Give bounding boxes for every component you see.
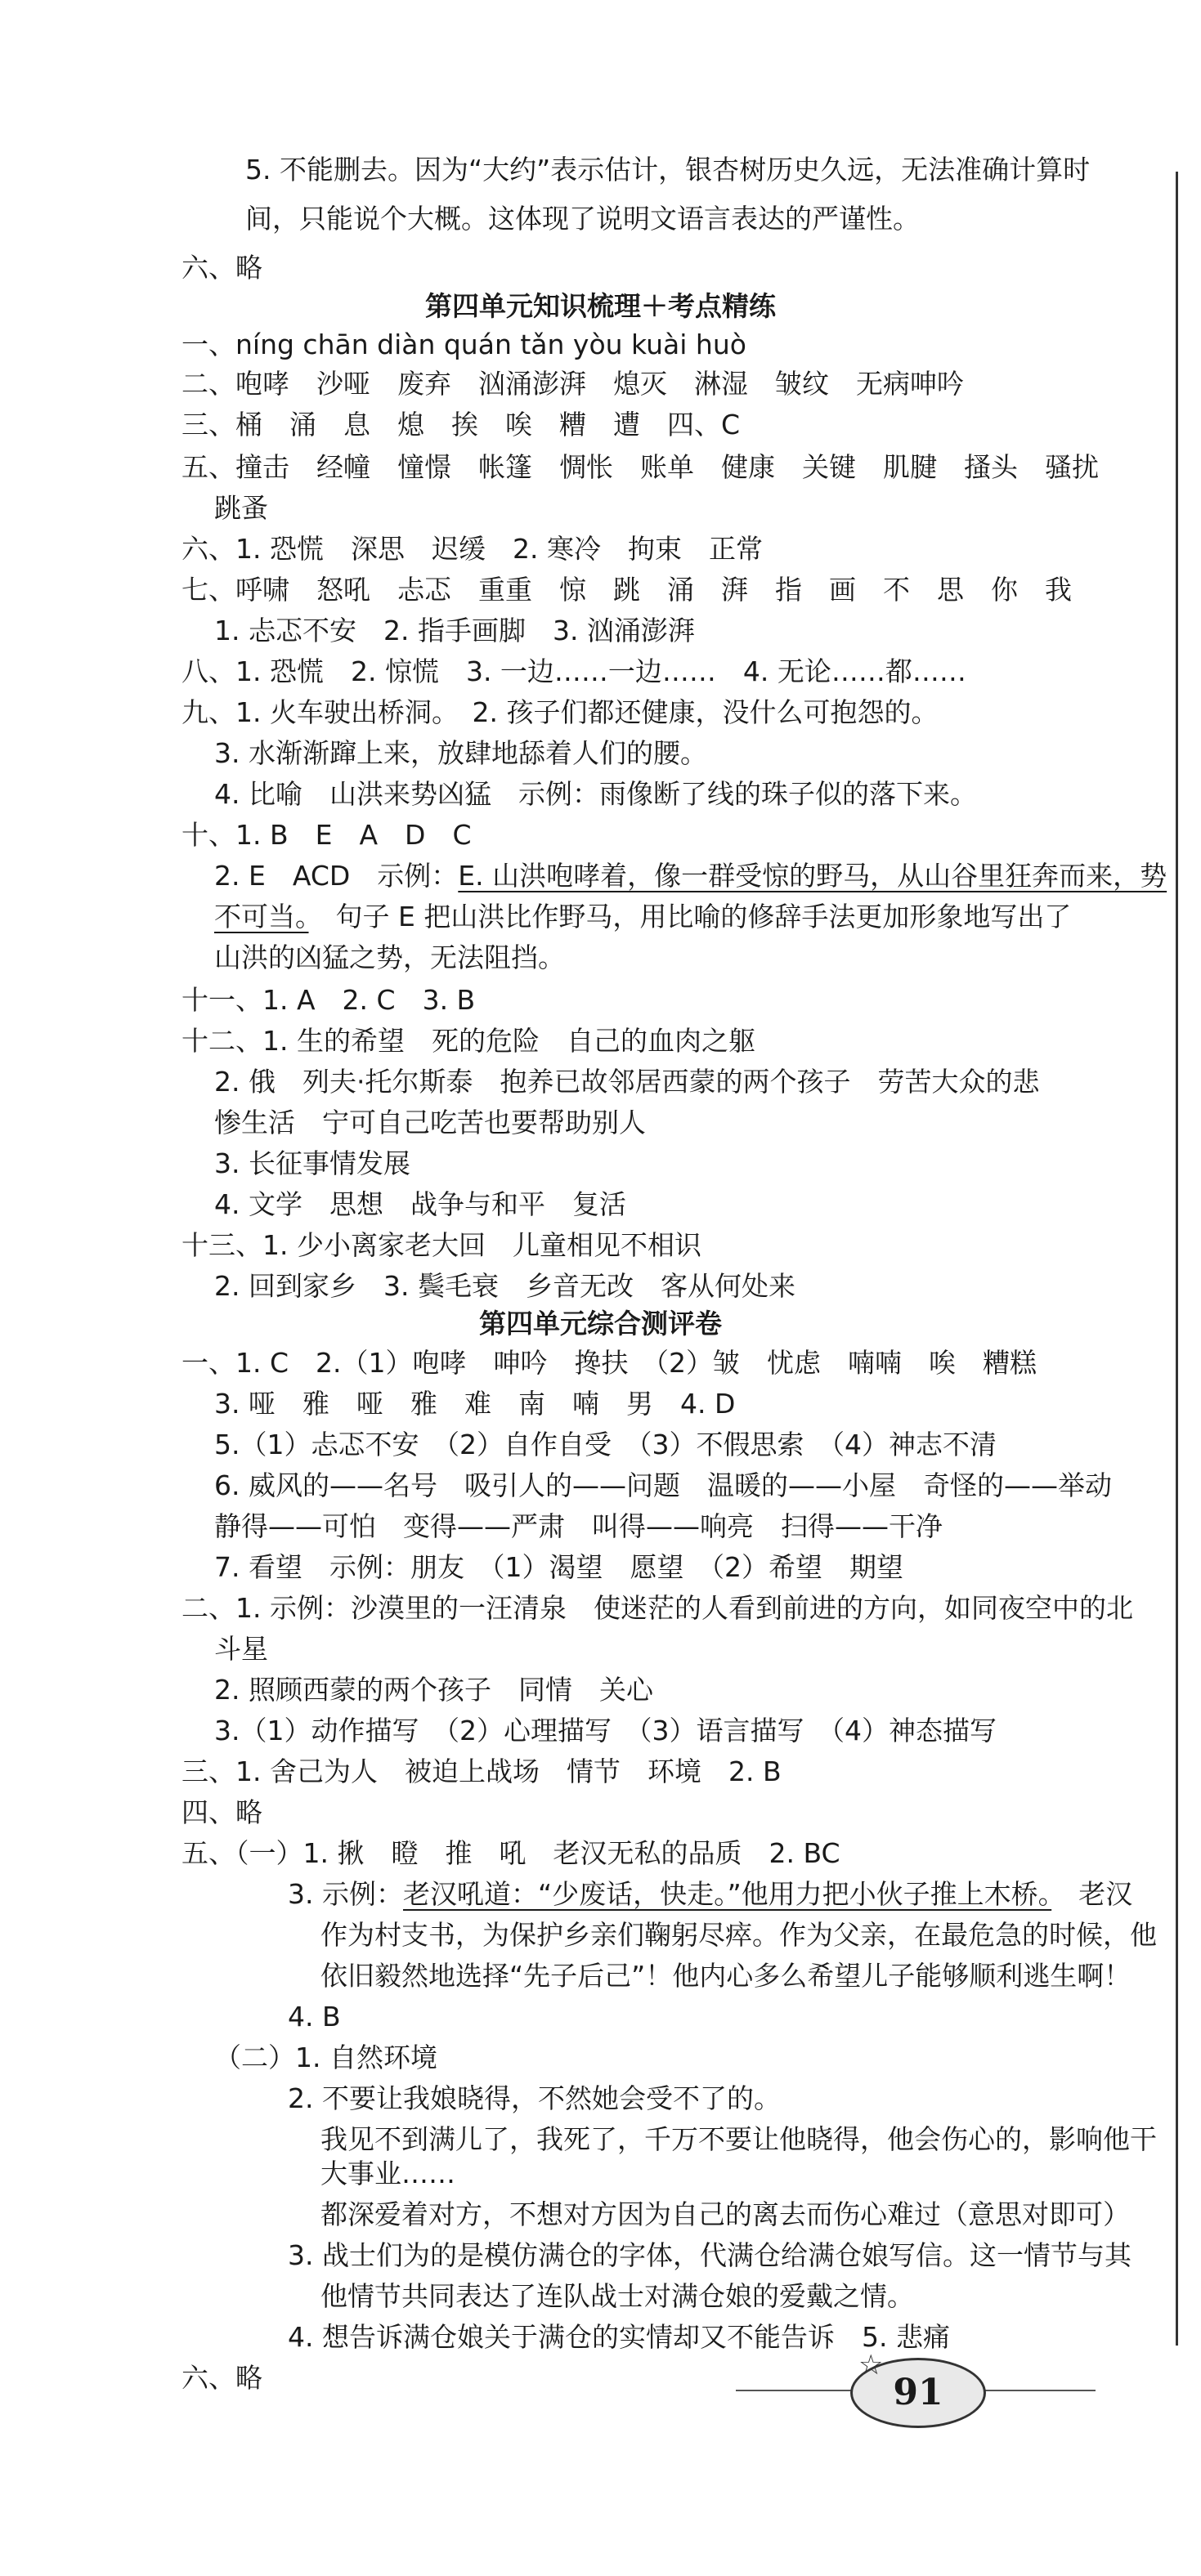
answer-text: 五、撞击 经幢 憧憬 帐篷 惆怅 账单 健康 关键 肌腱 搔头 骚扰 <box>181 451 1099 483</box>
answer-text: 2. 不要让我娘晓得，不然她会受不了的。 <box>288 2082 781 2114</box>
answer-line <box>214 1667 1201 1713</box>
answer-text: 3.（1）动作描写 （2）心理描写 （3）语言描写 （4）神态描写 <box>214 1715 997 1746</box>
answer-line <box>245 147 1201 193</box>
answer-text: 十、1. B E A D C <box>181 819 472 851</box>
answer-text: 7. 看望 示例：朋友 （1）渴望 愿望 （2）希望 期望 <box>214 1551 903 1583</box>
answer-line <box>214 1626 1201 1672</box>
answer-text: 六、略 <box>181 252 262 284</box>
answer-line <box>288 2233 1201 2279</box>
answer-line <box>214 1422 1201 1468</box>
answer-line <box>214 2035 1201 2081</box>
answer-line <box>214 1182 1201 1228</box>
answer-text: 二、1. 示例：沙漠里的一汪清泉 使迷茫的人看到前进的方向，如同夜空中的北 <box>181 1592 1133 1624</box>
answer-text: 4. B <box>288 2001 341 2033</box>
answer-line <box>214 485 1201 531</box>
answer-text: 四、略 <box>181 1796 262 1828</box>
answer-text: 6. 威风的——名号 吸引人的——问题 温暖的——小屋 奇怪的——举动 <box>214 1469 1112 1501</box>
answer-text: 3. 水渐渐蹿上来，放肆地舔着人们的腰。 <box>214 737 707 769</box>
answer-line <box>181 1223 1201 1268</box>
answer-text: 惨生活 宁可自己吃苦也要帮助别人 <box>214 1107 646 1138</box>
answer-line <box>214 1381 1201 1427</box>
answer-line <box>214 1545 1201 1590</box>
answer-line <box>288 1994 1201 2040</box>
answer-text: 一、1. C 2.（1）咆哮 呻吟 搀扶 （2）皱 忧虑 喃喃 唉 糟糕 <box>181 1347 1037 1379</box>
answer-text: 1. 忐忑不安 2. 指手画脚 3. 汹涌澎湃 <box>214 615 695 646</box>
answer-line <box>320 1953 1201 1999</box>
answer-text: 大事业…… <box>320 2158 455 2189</box>
answer-line <box>214 1059 1201 1105</box>
answer-text: 三、桶 涌 息 熄 挨 唉 糟 遭 四、C <box>181 409 741 441</box>
answer-text: 七、呼啸 怒吼 忐忑 重重 惊 跳 涌 湃 指 画 不 思 你 我 <box>181 574 1072 606</box>
answer-text: 依旧毅然地选择“先子后己”！他内心多么希望儿子能够顺利逃生啊！ <box>320 1960 1132 1992</box>
answer-text: 二、咆哮 沙哑 废弃 汹涌澎湃 熄灭 淋湿 皱纹 无病呻吟 <box>181 368 964 400</box>
answer-line <box>214 935 1201 981</box>
answer-line <box>288 2076 1201 2122</box>
answer-line <box>181 690 1201 736</box>
answer-line <box>181 402 1201 448</box>
answer-text: （二）1. 自然环境 <box>214 2042 437 2073</box>
underlined-example: 老汉吼道：“少废话，快走。”他用力把小伙子推上木桥。 <box>402 1878 1052 1910</box>
answer-line <box>181 1790 1201 1836</box>
answer-line <box>181 1749 1201 1795</box>
answer-text: 五、（一）1. 揪 瞪 推 吼 老汉无私的品质 2. BC <box>181 1837 840 1869</box>
answer-text: 2. 回到家乡 3. 鬓毛衰 乡音无改 客从何处来 <box>214 1270 795 1302</box>
underlined-example: E. 山洪咆哮着，像一群受惊的野马，从山谷里狂奔而来，势 <box>458 860 1167 892</box>
answer-line <box>214 771 1201 817</box>
answer-text: 六、1. 恐慌 深思 迟缓 2. 寒冷 拘束 正常 <box>181 533 763 565</box>
star-icon: ☆ <box>858 2349 884 2381</box>
answer-line <box>214 731 1201 776</box>
answer-text: 六、略 <box>181 2362 262 2394</box>
answer-text: 九、1. 火车驶出桥洞。 2. 孩子们都还健康，没什么可抱怨的。 <box>181 696 939 728</box>
answer-line <box>181 567 1201 613</box>
answer-line <box>181 1018 1201 1064</box>
answer-text: 2. 俄 列夫·托尔斯泰 抱养已故邻居西蒙的两个孩子 劳苦大众的悲 <box>214 1066 1040 1098</box>
answer-text: 十三、1. 少小离家老大回 儿童相见不相识 <box>181 1229 701 1261</box>
answer-text: 4. 文学 思想 战争与和平 复活 <box>214 1188 626 1220</box>
answer-text: 4. 想告诉满仓娘关于满仓的实情却又不能告诉 5. 悲痛 <box>288 2321 950 2353</box>
answer-line <box>181 812 1201 858</box>
answer-text: 5.（1）忐忑不安 （2）自作自受 （3）不假思索 （4）神志不清 <box>214 1429 997 1460</box>
answer-line <box>214 1100 1201 1146</box>
answer-text: 他情节共同表达了连队战士对满仓娘的爱戴之情。 <box>320 2280 914 2312</box>
answer-line <box>214 608 1201 654</box>
answer-line <box>181 361 1201 407</box>
answer-text: 第四单元知识梳理＋考点精练 <box>425 290 776 322</box>
answer-line <box>181 1831 1201 1876</box>
answer-line <box>320 2151 1201 2197</box>
answer-line <box>214 894 1201 940</box>
answer-line <box>181 977 1201 1023</box>
answer-text: 静得——可怕 变得——严肃 叫得——响亮 扫得——干净 <box>214 1510 943 1542</box>
answer-line <box>320 2274 1201 2319</box>
answer-line <box>181 445 1201 490</box>
answer-text: 2. 照顾西蒙的两个孩子 同情 关心 <box>214 1674 653 1706</box>
answer-text: 都深爱着对方，不想对方因为自己的离去而伤心难过（意思对即可） <box>320 2198 1130 2230</box>
answer-line <box>214 853 1201 899</box>
underlined-example: 不可当。 <box>214 901 309 932</box>
answer-text: 3. 示例： <box>288 1878 403 1910</box>
answer-text: 跳蚤 <box>214 492 268 524</box>
answer-line <box>181 526 1201 572</box>
answer-text: 十二、1. 生的希望 死的危险 自己的血肉之躯 <box>181 1025 755 1057</box>
answer-line <box>320 2192 1201 2238</box>
answer-text: 斗星 <box>214 1633 268 1665</box>
answer-line <box>181 1340 1201 1386</box>
answer-text: 3. 长征事情发展 <box>214 1147 410 1179</box>
answer-text: 4. 比喻 山洪来势凶猛 示例：雨像断了线的珠子似的落下来。 <box>214 778 977 810</box>
right-margin-rule <box>1176 172 1178 2346</box>
answer-text-tail: 句子 E 把山洪比作野马，用比喻的修辞手法更加形象地写出了 <box>308 901 1072 932</box>
answer-line <box>320 1912 1201 1958</box>
answer-line <box>288 1872 1201 1917</box>
answer-text: 十一、1. A 2. C 3. B <box>181 984 476 1016</box>
answer-text: 第四单元综合测评卷 <box>479 1308 722 1339</box>
answer-text-tail: 老汉 <box>1051 1878 1133 1910</box>
answer-text: 间，只能说个大概。这体现了说明文语言表达的严谨性。 <box>245 203 920 235</box>
answer-line <box>214 1141 1201 1187</box>
page-number-ornament <box>736 2349 1096 2427</box>
answer-text: 一、níng chān diàn quán tǎn yòu kuài huò <box>181 329 746 360</box>
answer-text: 2. E ACD 示例： <box>214 860 459 892</box>
answer-line <box>214 1504 1201 1550</box>
answer-text: 山洪的凶猛之势，无法阻挡。 <box>214 941 565 973</box>
answer-text: 3. 哑 雅 哑 雅 难 南 喃 男 4. D <box>214 1388 736 1420</box>
answer-text: 我见不到满儿了，我死了，千万不要让他晓得，他会伤心的，影响他干 <box>320 2123 1157 2155</box>
answer-line <box>245 196 1201 242</box>
answer-text: 5. 不能删去。因为“大约”表示估计，银杏树历史久远，无法准确计算时 <box>245 154 1091 186</box>
answer-text: 3. 战士们为的是模仿满仓的字体，代满仓给满仓娘写信。这一情节与其 <box>288 2239 1132 2271</box>
answer-text: 八、1. 恐慌 2. 惊慌 3. 一边……一边…… 4. 无论……都…… <box>181 655 966 687</box>
answer-line <box>214 1463 1201 1509</box>
page-number: 91 <box>850 2358 986 2428</box>
answer-line <box>181 1585 1201 1631</box>
answer-line <box>181 649 1201 695</box>
answer-text: 三、1. 舍己为人 被迫上战场 情节 环境 2. B <box>181 1755 782 1787</box>
answer-text: 作为村支书，为保护乡亲们鞠躬尽瘁。作为父亲，在最危急的时候，他 <box>320 1919 1157 1951</box>
answer-line <box>214 1708 1201 1754</box>
